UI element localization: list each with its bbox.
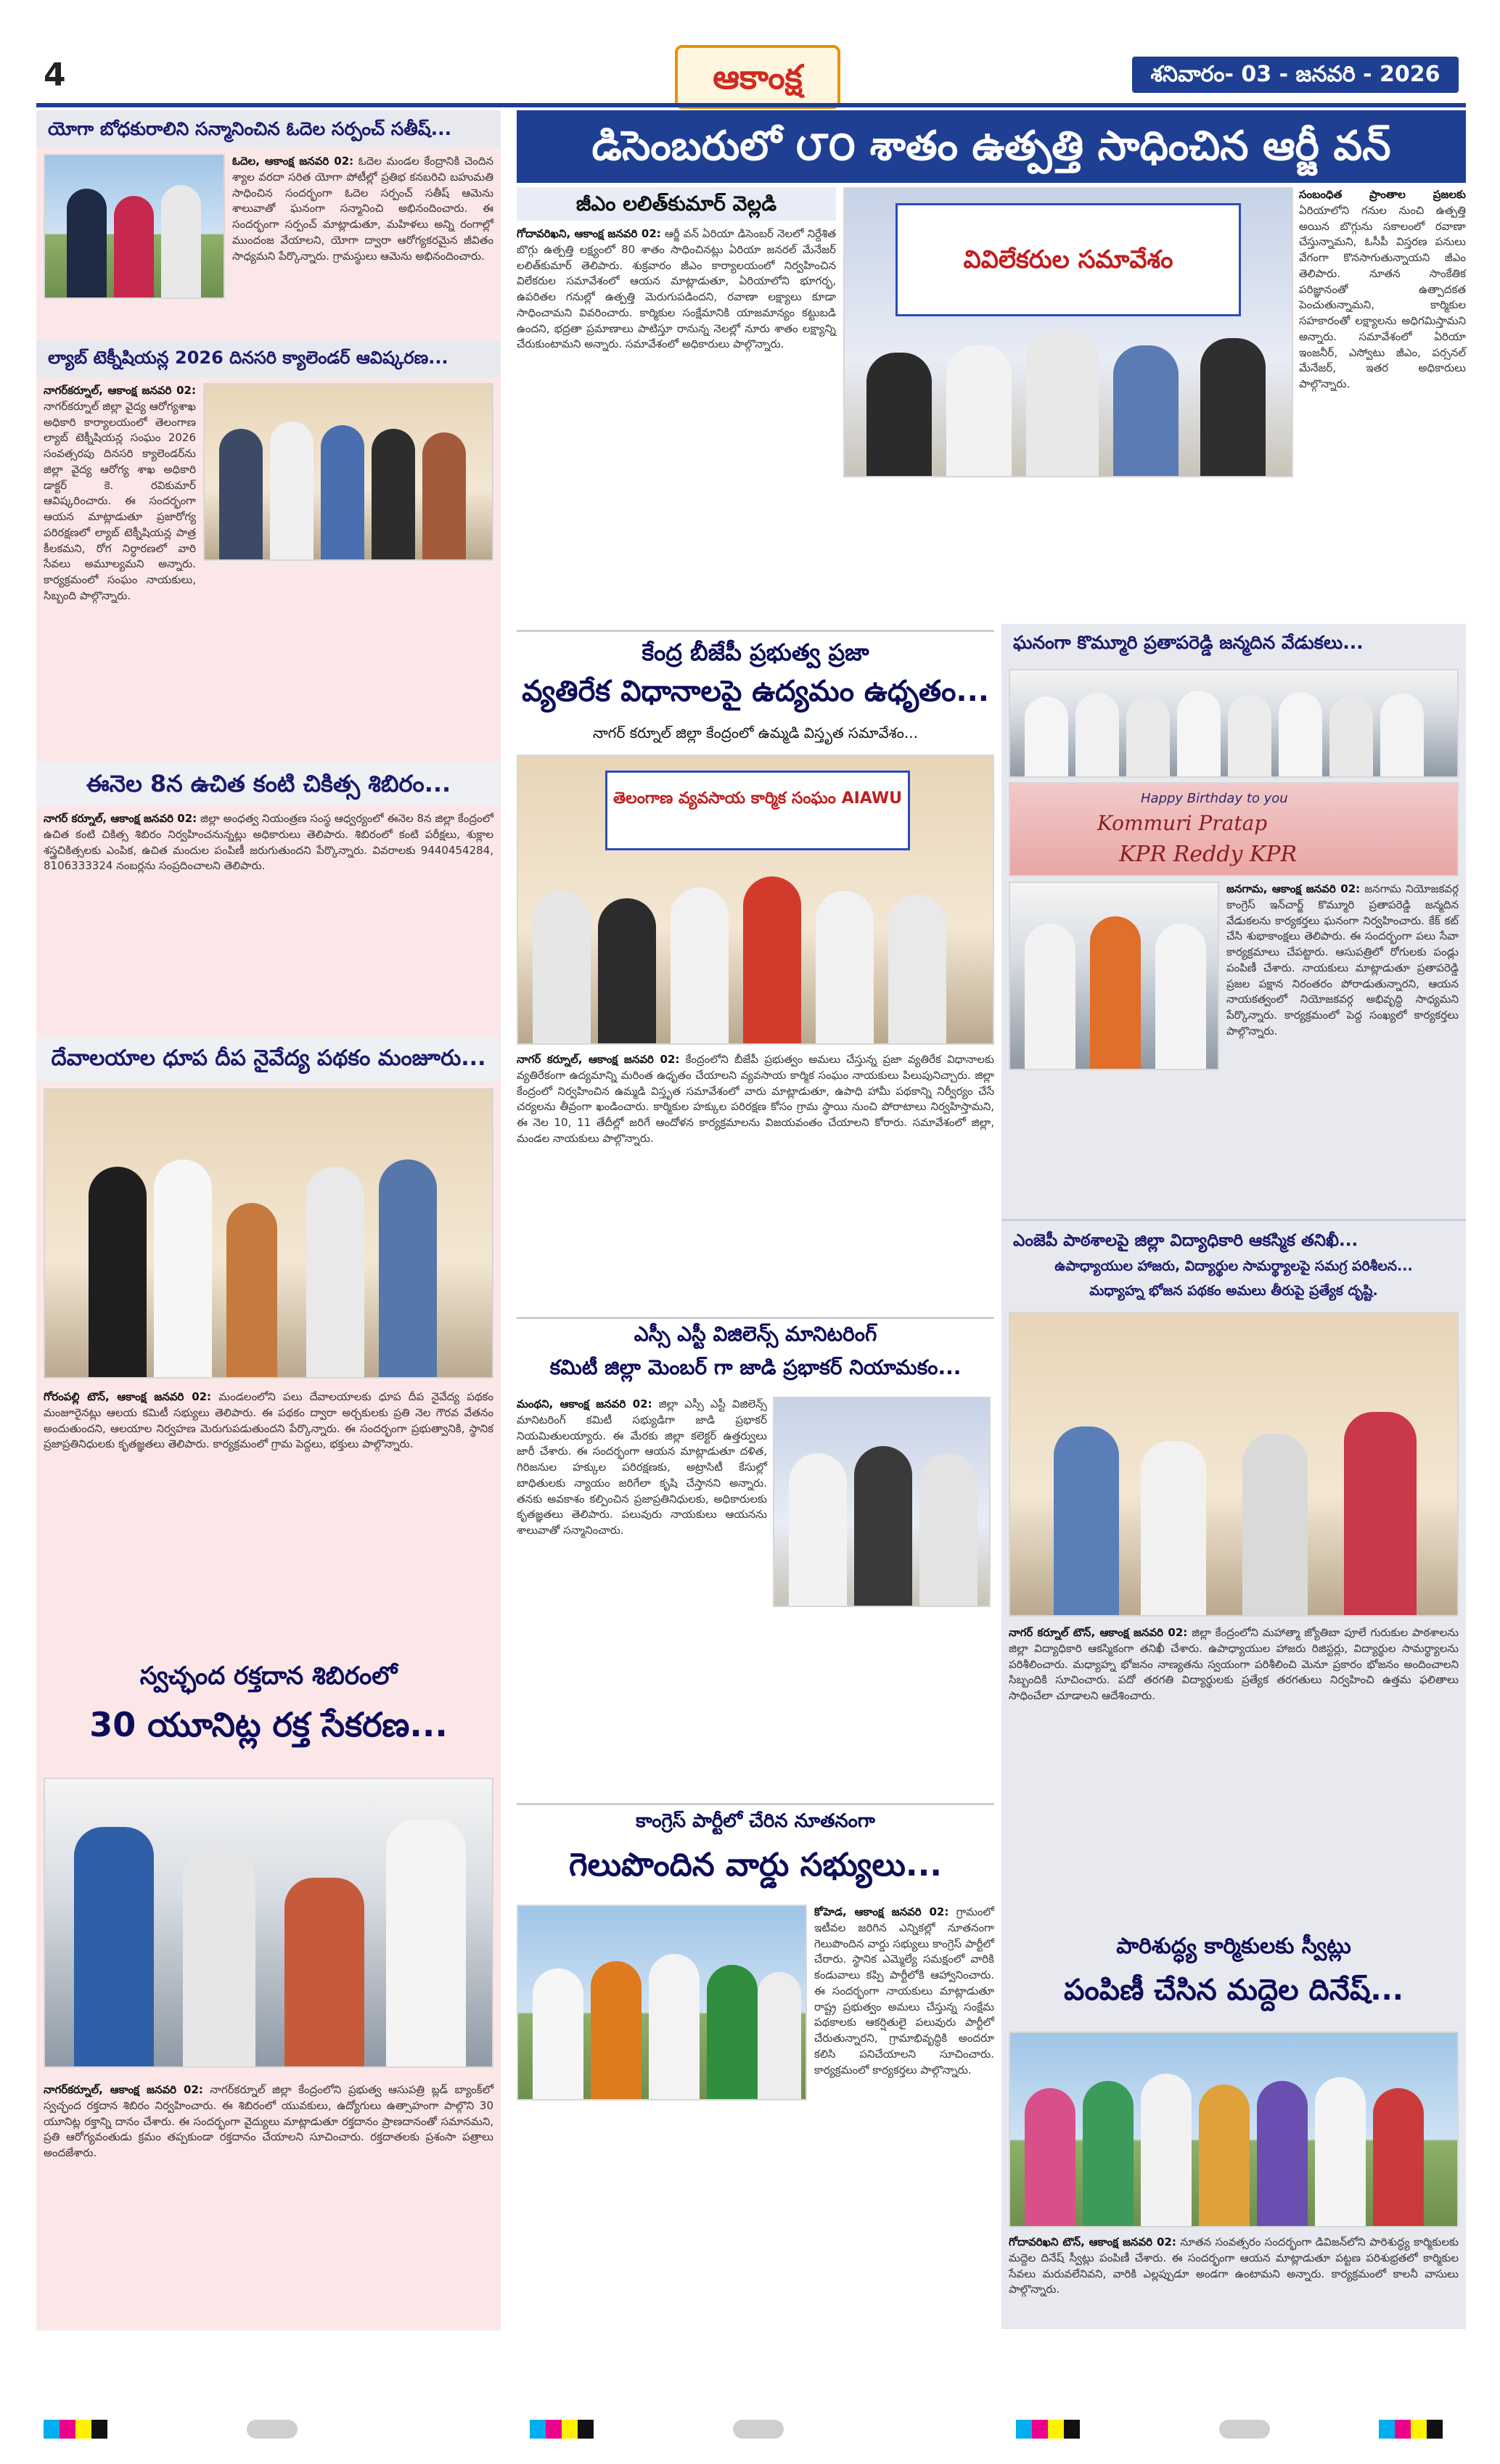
article-body: ఏరియాలోని గనుల నుంచి ఉత్పత్తి అయిన బొగ్గును సకాలంలో రవాణా చేస్తున్నామని, ఓసీపీ విస్తరణ పనులు వేగంగా కొనసాగుతున్నాయని జీఎం తెలిపారు. నూతన సాంకేతిక పరిజ్ఞానంతో ఉత్పాదకత పెంచుతున్నామని, కార్మికుల సహకారంతో లక్ష్యాలను అధిగమిస్తామని అన్నారు. సమావేశంలో ఏరియా ఇంజనీర్, ఎస్వోటు జీఎం, పర్సనల్ మేనేజర్, ఇతర అధికారులు పాల్గొన్నారు.	[1299, 203, 1466, 390]
photo-birthday-cake	[1009, 782, 1459, 876]
cake-text-greeting: Happy Birthday to you	[1141, 791, 1288, 806]
article-dateline: గోదావరిఖని, ఆకాంక్ష జనవరి 02:	[517, 227, 661, 240]
headline-bjp-line1: కేంద్ర బీజేపీ ప్రభుత్వ ప్రజా	[642, 638, 869, 666]
headline-blood-donation: 30 యూనిట్ల రక్త సేకరణ...	[89, 1705, 448, 1744]
article-birthday	[1226, 882, 1459, 1215]
color-bar	[1016, 2420, 1080, 2439]
headline-birthday: ఘనంగా కొమ్మూరి ప్రతాపరెడ్డి జన్మదిన వేడుకలు...	[1001, 624, 1466, 665]
article-temple-scheme	[44, 1389, 493, 1636]
photo-temple-ceremony	[44, 1088, 493, 1379]
headline-temple-scheme: దేవాలయాల ధూప దీప నైవేద్య పథకం మంజూరు...	[36, 1038, 501, 1081]
article-dateline: మంథని, ఆకాంక్ష జనవరి 02:	[517, 1397, 652, 1410]
cake-text-name: Kommuri Pratap	[1097, 811, 1268, 835]
headline-vigilance-line1: ఎస్సీ ఎస్టీ విజిలెన్స్ మానిటరింగ్	[634, 1322, 877, 1346]
article-blood-donation	[44, 2082, 493, 2322]
article-dateline: గోదావరిఖని టౌన్, ఆకాంక్ష జనవరి 02:	[1009, 2235, 1176, 2249]
subheadline-school-1: ఉపాధ్యాయుల హాజరు, విద్యార్థుల సామర్థ్యాలపై సమగ్ర పరిశీలన...	[1054, 1258, 1413, 1274]
article-lab-calendar	[44, 383, 196, 602]
article-vigilance-continued	[517, 1618, 994, 1799]
article-sanitation	[1009, 2235, 1459, 2322]
color-bar	[44, 2420, 107, 2439]
article-lab-calendar-continued	[44, 564, 493, 760]
article-dateline: కోహెడ, ఆకాంక్ష జనవరి 02:	[814, 1905, 949, 1918]
article-dateline: సంబంధిత ప్రాంతాల ప్రజలకు	[1299, 188, 1466, 201]
article-bjp-policies	[517, 1052, 994, 1313]
photo-school-inspection	[1009, 1312, 1459, 1617]
photo-birthday-celebration	[1009, 882, 1219, 1070]
photo-birthday-crowd	[1009, 669, 1459, 778]
right-top-column	[1299, 187, 1466, 623]
article-eye-camp	[44, 811, 493, 964]
headline-yoga: యోగా బోధకురాలిని సన్మానించిన ఓదెల సర్పంచ్ సతీష్...	[36, 110, 501, 148]
headline-school-inspection: ఎంజెపీ పాఠశాలపై జిల్లా విద్యాధికారి ఆకస్మిక తనిఖీ...	[1001, 1223, 1466, 1257]
issue-date: శనివారం- 03 - జనవరి - 2026	[1132, 57, 1459, 93]
registration-pill	[733, 2420, 784, 2439]
kicker-congress: కాంగ్రెస్ పార్టీలో చేరిన నూతనంగా	[636, 1810, 875, 1832]
photo-press-meet	[843, 187, 1293, 477]
article-congress-continued	[517, 2108, 994, 2325]
newspaper-logo: ఆకాంక్ష	[675, 45, 840, 109]
article-yoga-intro	[232, 154, 493, 299]
article-dateline: ఓదెల, ఆకాంక్ష జనవరి 02:	[232, 155, 354, 168]
main-subheadline: జీఎం లలిత్‌కుమార్ వెల్లడి	[517, 187, 836, 221]
article-body: గ్రామంలో ఇటీవల జరిగిన ఎన్నికల్లో నూతనంగా గెలుపొందిన వార్డు సభ్యులు కాంగ్రెస్ పార్టీలో చేరారు. స్థానిక ఎమ్మెల్యే సమక్షంలో వారికి కండువాలు కప్పి పార్టీలోకి ఆహ్వానించారు. ఈ సందర్భంగా నాయకులు మాట్లాడుతూ రాష్ట్ర ప్రభుత్వం అమలు చేస్తున్న సంక్షేమ పథకాలకు ఆకర్షితులై పలువురు పార్టీలో చేరుతున్నారని, గ్రామాభివృద్ధికి అందరూ కలిసి పనిచేయాలని సూచించారు. కార్యక్రమంలో కార్యకర్తలు పాల్గొన్నారు.	[814, 1905, 994, 2077]
article-dateline: నాగర్‌కర్నూల్, ఆకాంక్ష జనవరి 02:	[44, 2083, 203, 2096]
photo-yoga-felicitation	[44, 154, 225, 299]
main-article-continued	[843, 485, 1293, 630]
subheadline-school-2: మధ్యాహ్న భోజన పథకం అమలు తీరుపై ప్రత్యేక దృష్టి.	[1089, 1283, 1378, 1299]
article-body: మండలంలోని పలు దేవాలయాలకు ధూప దీప నైవేద్య పథకం మంజూరైనట్లు ఆలయ కమిటీ సభ్యులు తెలిపారు. ఈ పథకం ద్వారా అర్చకులకు ప్రతి నెల గౌరవ వేతనం అందుతుందని, ఆలయాల నిర్వహణ మెరుగుపడుతుందని పేర్కొన్నారు. ఈ సందర్భంగా ప్రభుత్వానికి, స్థానిక ప్రజాప్రతినిధులకు కృతజ్ఞతలు తెలిపారు. కార్యక్రమంలో గ్రామ పెద్దలు, భక్తులు పాల్గొన్నారు.	[44, 1390, 493, 1451]
registration-pill	[247, 2420, 298, 2439]
article-body: ఓదెల మండల కేంద్రానికి చెందిన శ్యాల వరదా సరిత యోగా పోటీల్లో ప్రతిభ కనబరిచి బహుమతి సాధించిన సందర్భంగా ఓదెల సర్పంచ్ సతీష్ ఆమెను శాలువాతో ఘనంగా సన్మానించి అభినందించారు. ఈ సందర్భంగా సర్పంచ్ మాట్లాడుతూ, మహిళలు అన్ని రంగాల్లో ముందంజ వేయాలని, యోగా ద్వారా ఆరోగ్యకరమైన జీవితం సాధ్యమని పేర్కొన్నారు. గ్రామస్థులు ఆమెను అభినందించారు.	[232, 155, 493, 263]
headline-sanitation: పంపిణీ చేసిన మద్దెల దినేష్...	[1064, 1974, 1403, 2007]
section-divider	[517, 1317, 994, 1319]
photo-aiawu-meeting	[517, 755, 994, 1045]
article-body: కేంద్రంలోని బీజేపీ ప్రభుత్వం అమలు చేస్తున్న ప్రజా వ్యతిరేక విధానాలకు వ్యతిరేకంగా ఉద్యమాన్ని మరింత ఉధృతం చేయాలని వ్యవసాయ కార్మిక సంఘం నాయకులు పిలుపునిచ్చారు. జిల్లా కేంద్రంలో నిర్వహించిన ఉమ్మడి విస్తృత సమావేశంలో వారు మాట్లాడుతూ, ఉపాధి హామీ పథకాన్ని నిర్వీర్యం చేసే చర్యలను తీవ్రంగా ఖండించారు. కార్మికుల హక్కుల పరిరక్షణ కోసం గ్రామ స్థాయి నుంచి పోరాటాలు నిర్వహిస్తామని, ఈ నెల 10, 11 తేదీల్లో జరిగే ఆందోళన కార్యక్రమాలను విజయవంతం చేయాలని కోరారు. సమావేశంలో జిల్లా, మండల నాయకులు పాల్గొన్నారు.	[517, 1053, 994, 1145]
section-divider	[1001, 1219, 1466, 1221]
headline-lab-calendar: ల్యాబ్ టెక్నీషియన్ల 2026 దినసరి క్యాలెండర్ ఆవిష్కరణ...	[36, 340, 501, 377]
photo-blood-donation	[44, 1778, 493, 2068]
kicker-blood-donation: స్వచ్ఛంద రక్తదాన శిబిరంలో	[139, 1662, 398, 1691]
page-number: 4	[44, 57, 66, 94]
cake-text-initials: KPR Reddy KPR	[1119, 842, 1298, 867]
section-divider	[517, 630, 994, 632]
article-body: నాగర్‌కర్నూల్ జిల్లా వైద్య ఆరోగ్యశాఖ అధికారి కార్యాలయంలో తెలంగాణ ల్యాబ్ టెక్నీషియన్ల సంఘం 2026 సంవత్సరపు దినసరి క్యాలెండర్‌ను జిల్లా వైద్య ఆరోగ్య శాఖ అధికారి డాక్టర్ కె. రవికుమార్ ఆవిష్కరించారు. ఈ సందర్భంగా ఆయన మాట్లాడుతూ ప్రజారోగ్య పరిరక్షణలో ల్యాబ్ టెక్నీషియన్ల పాత్ర కీలకమని, రోగ నిర్ధారణలో వారి సేవలు అమూల్యమని అన్నారు. కార్యక్రమంలో సంఘం నాయకులు, సిబ్బంది పాల్గొన్నారు.	[44, 399, 196, 602]
aiawu-banner: తెలంగాణ వ్యవసాయ కార్మిక సంఘం AIAWU	[605, 771, 910, 850]
article-birthday-continued	[1009, 1077, 1219, 1215]
photo-congress-joining	[517, 1905, 807, 2100]
article-congress	[814, 1905, 994, 2100]
article-dateline: నాగర్ కర్నూల్, ఆకాంక్ష జనవరి 02:	[44, 812, 197, 825]
section-divider	[517, 1803, 994, 1805]
press-meet-banner: వివిలేకరుల సమావేశం	[896, 203, 1241, 316]
photo-calendar-release	[203, 383, 493, 561]
article-body: జిల్లా కేంద్రంలోని మహాత్మా జ్యోతిబా పూలే గురుకుల పాఠశాలను జిల్లా విద్యాధికారి ఆకస్మికంగా తనిఖీ చేశారు. ఉపాధ్యాయుల హాజరు రిజిస్టర్లు, విద్యార్థుల సామర్థ్యాలను పరిశీలించారు. మధ్యాహ్న భోజనం నాణ్యతను స్వయంగా పరిశీలించి మెనూ ప్రకారం భోజనం అందించాలని సిబ్బందికి సూచించారు. పదో తరగతి విద్యార్థులకు ప్రత్యేక తరగతులు నిర్వహించి ఉత్తమ ఫలితాలు సాధించేలా చూడాలని ఆదేశించారు.	[1009, 1626, 1459, 1702]
article-school-inspection	[1009, 1625, 1459, 1915]
photo-sanitation-sweets	[1009, 2032, 1459, 2227]
kicker-sanitation: పారిశుద్ధ్య కార్మికులకు స్వీట్లు	[1116, 1934, 1351, 1959]
article-body: జనగామ నియోజకవర్గ కాంగ్రెస్ ఇన్‌చార్జ్ కొమ్మూరి ప్రతాపరెడ్డి జన్మదిన వేడుకలను కార్యకర్తలు ఘనంగా నిర్వహించారు. కేక్ కట్ చేసి శుభాకాంక్షలు తెలిపారు. ఈ సందర్భంగా పలు సేవా కార్యక్రమాలు చేపట్టారు. ఆసుపత్రిలో రోగులకు పండ్లు పంపిణీ చేశారు. నాయకులు మాట్లాడుతూ ప్రతాపరెడ్డి ప్రజల పక్షాన నిరంతరం పోరాడుతున్నారని, ఆయన నాయకత్వంలో నియోజకవర్గ అభివృద్ధి సాధ్యమని పేర్కొన్నారు. కార్యక్రమంలో పెద్ద సంఖ్యలో కార్యకర్తలు పాల్గొన్నారు.	[1226, 882, 1459, 1038]
article-body: జిల్లా ఎస్సీ ఎస్టీ విజిలెన్స్ మానిటరింగ్ కమిటీ సభ్యుడిగా జాడి ప్రభాకర్ నియమితులయ్యారు. ఈ మేరకు జిల్లా కలెక్టర్ ఉత్తర్వులు జారీ చేశారు. ఈ సందర్భంగా ఆయన మాట్లాడుతూ దళిత, గిరిజనుల హక్కుల పరిరక్షణకు, అట్రాసిటీ కేసుల్లో బాధితులకు న్యాయం జరిగేలా కృషి చేస్తానని అన్నారు. తనకు అవకాశం కల్పించిన ప్రజాప్రతినిధులకు, అధికారులకు కృతజ్ఞతలు తెలిపారు. పలువురు నాయకులు ఆయనను శాలువాతో సన్మానించారు.	[517, 1397, 767, 1537]
color-bar	[530, 2420, 594, 2439]
article-body: జిల్లా అంధత్వ నియంత్రణ సంస్థ ఆధ్వర్యంలో ఈనెల 8న జిల్లా కేంద్రంలో ఉచిత కంటి చికిత్స శిబిరం నిర్వహించనున్నట్లు అధికారులు తెలిపారు. శిబిరంలో కంటి పరీక్షలు, శుక్లాల శస్త్రచికిత్సలకు ఎంపిక, ఉచిత మందుల పంపిణీ జరుగుతుందని పేర్కొన్నారు. వివరాలకు 9440454284, 8106333324 నంబర్లను సంప్రదించాలని తెలిపారు.	[44, 812, 494, 873]
article-body: నూతన సంవత్సరం సందర్భంగా డివిజన్‌లోని పారిశుద్ధ్య కార్మికులకు మద్దెల దినేష్ స్వీట్లు పంపిణీ చేశారు. ఈ సందర్భంగా ఆయన మాట్లాడుతూ పట్టణ పరిశుభ్రతలో కార్మికుల సేవలు మరువలేనివని, వారికి ఎల్లప్పుడూ అండగా ఉంటామని అన్నారు. కార్యక్రమంలో కాలనీ వాసులు పాల్గొన్నారు.	[1009, 2235, 1459, 2296]
article-body: ఆర్జీ వన్ ఏరియా డిసెంబర్ నెలలో నిర్దేశిత బొగ్గు ఉత్పత్తి లక్ష్యంలో 80 శాతం సాధించినట్లు ఏరియా జనరల్ మేనేజర్ లలిత్‌కుమార్ తెలిపారు. శుక్రవారం జీఎం కార్యాలయంలో నిర్వహించిన విలేకరుల సమావేశంలో ఆయన మాట్లాడుతూ, ఏరియాలోని భూగర్భ, ఉపరితల గనుల్లో ఉత్పత్తి మెరుగుపడిందని, రవాణా లక్ష్యాలు కూడా సాధించామని వివరించారు. కార్మికుల సంక్షేమానికి యాజమాన్యం కట్టుబడి ఉందని, భద్రతా ప్రమాణాలు పాటిస్తూ రానున్న నెలల్లో నూరు శాతం లక్ష్యాన్ని చేరుకుంటామని అన్నారు. సమావేశంలో అధికారులు పాల్గొన్నారు.	[517, 227, 836, 351]
article-vigilance	[517, 1397, 767, 1614]
article-dateline: జనగామ, ఆకాంక్ష జనవరి 02:	[1226, 882, 1361, 895]
photo-vigilance-appointment	[773, 1397, 991, 1607]
color-bar	[1379, 2420, 1443, 2439]
subheadline-bjp: నాగర్ కర్నూల్ జిల్లా కేంద్రంలో ఉమ్మడి విస్తృత సమావేశం...	[593, 724, 918, 742]
headline-eye-camp: ఈనెల 8న ఉచిత కంటి చికిత్స శిబిరం...	[36, 762, 501, 805]
article-body: నాగర్‌కర్నూల్ జిల్లా కేంద్రంలోని ప్రభుత్వ ఆసుపత్రి బ్లడ్ బ్యాంక్‌లో స్వచ్ఛంద రక్తదాన శిబిరం నిర్వహించారు. ఈ శిబిరంలో యువకులు, ఉద్యోగులు ఉత్సాహంగా పాల్గొని 30 యూనిట్ల రక్తాన్ని దానం చేశారు. ఈ సందర్భంగా వైద్యులు మాట్లాడుతూ రక్తదానం ప్రాణదానంతో సమానమని, ప్రతి ఆరోగ్యవంతుడు క్రమం తప్పకుండా రక్తదానం చేయాలని సూచించారు. రక్తదాతలకు ప్రశంసా పత్రాలు అందజేశారు.	[44, 2083, 494, 2159]
article-dateline: నాగర్ కర్నూల్, ఆకాంక్ష జనవరి 02:	[517, 1053, 680, 1066]
headline-congress: గెలుపొందిన వార్డు సభ్యులు...	[568, 1847, 943, 1884]
registration-pill	[1219, 2420, 1270, 2439]
article-dateline: నాగర్ కర్నూల్ టౌన్, ఆకాంక్ష జనవరి 02:	[1009, 1626, 1188, 1639]
main-article	[517, 226, 836, 633]
article-dateline: నాగర్‌కర్నూల్, ఆకాంక్ష జనవరి 02:	[44, 384, 196, 397]
masthead-rule	[36, 103, 1466, 107]
headline-bjp-line2: వ్యతిరేక విధానాలపై ఉద్యమం ఉధృతం...	[521, 675, 989, 708]
headline-vigilance-line2: కమిటీ జిల్లా మెంబర్ గా జాడి ప్రభాకర్ నియామకం...	[549, 1355, 962, 1379]
article-dateline: గోరంపల్లి టౌన్, ఆకాంక్ష జనవరి 02:	[44, 1390, 212, 1403]
main-headline: డిసెంబరులో ౮౦ శాతం ఉత్పత్తి సాధించిన ఆర్జీ వన్	[517, 110, 1466, 183]
